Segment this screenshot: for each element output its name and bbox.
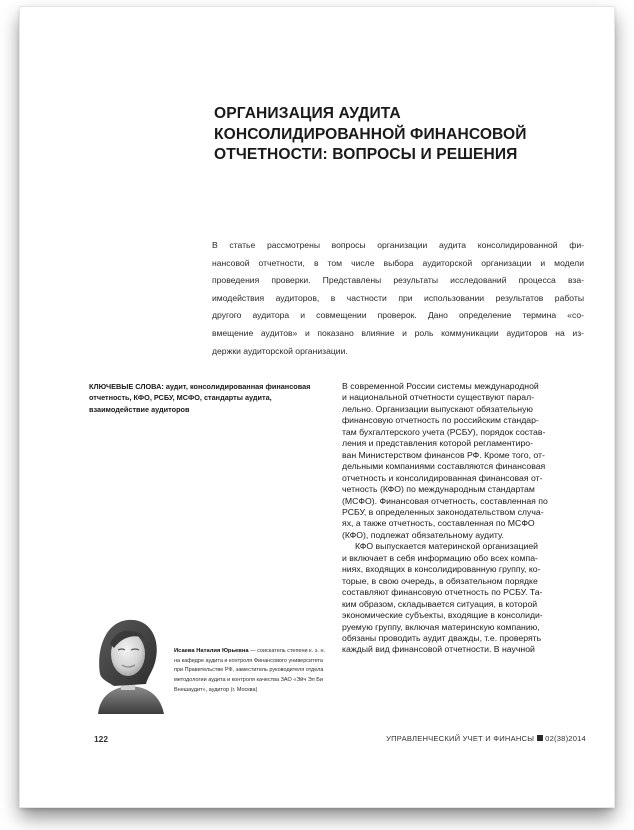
body-line: ях, а также отчетность, составленная по МСФО bbox=[342, 518, 535, 529]
body-line: ван Министерством финансов РФ. Кроме того, от- bbox=[342, 449, 545, 460]
title-line: ОРГАНИЗАЦИЯ АУДИТА bbox=[214, 105, 401, 122]
page-number: 122 bbox=[94, 734, 108, 744]
body-line: лельно. Организации выпускают обязательную bbox=[342, 403, 533, 414]
keywords-line: взаимодействие аудиторов bbox=[89, 404, 190, 414]
running-footer bbox=[386, 734, 586, 743]
journal-name: УПРАВЛЕНЧЕСКИЙ УЧЕТ И ФИНАНСЫ bbox=[386, 734, 535, 743]
body-line: там бухгалтерского учета (РСБУ), порядок состав- bbox=[342, 426, 546, 437]
abstract-line: нансовой отчетности, в том числе выбора аудиторской организации и модели bbox=[212, 257, 584, 268]
body-line: и национальной отчетности существуют парал- bbox=[342, 392, 535, 403]
body-line: (КФО), подлежат обязательному аудиту. bbox=[342, 529, 504, 540]
author-name: Исаева Наталия Юрьевна bbox=[174, 648, 249, 654]
square-bullet-icon bbox=[537, 735, 543, 741]
article-title bbox=[214, 104, 574, 166]
article-abstract bbox=[212, 237, 584, 360]
body-line: торые, в свою очередь, в обязательном порядке bbox=[342, 575, 538, 586]
keywords-line: КЛЮЧЕВЫЕ СЛОВА: аудит, консолидированная финансовая bbox=[89, 382, 311, 391]
keywords-line: отчетность, КФО, РСБУ, МСФО, стандарты аудита, bbox=[89, 393, 272, 403]
keywords bbox=[89, 381, 321, 415]
body-line: В современной России системы международной bbox=[342, 381, 539, 391]
body-line: КФО выпускается материнской организацией bbox=[355, 541, 539, 552]
body-line: отчетность и консолидированная финансовая от- bbox=[342, 472, 543, 483]
body-line: руемую группу, включая материнскую компанию, bbox=[342, 621, 540, 632]
abstract-line: вмещение аудитов» и показано влияние и роль коммуникации аудиторов на из- bbox=[212, 327, 584, 338]
author-portrait-image bbox=[90, 614, 168, 714]
author-first-line bbox=[174, 647, 334, 657]
body-line: составляют финансовую отчетность по РСБУ. Та- bbox=[342, 587, 543, 598]
abstract-line: другого аудитора и совмещении проверок. Дано определение термина «со- bbox=[212, 310, 584, 321]
abstract-line: имодействия аудиторов, в частности при использовании результатов работы bbox=[212, 292, 584, 303]
author-bio-line: на кафедре аудита и контроля Финансового университета bbox=[174, 657, 323, 664]
body-line: дельными компаниями составляются финансовая bbox=[342, 461, 546, 472]
body-line: каждый вид финансовой отчетности. В научной bbox=[342, 644, 535, 655]
abstract-line: В статье рассмотрены вопросы организации аудита консолидированной фи- bbox=[212, 240, 584, 250]
author-bio-line: — соискатель степени к. э. н. bbox=[248, 648, 326, 654]
body-line: обязаны проводить аудит дважды, т.е. проверять bbox=[342, 632, 542, 643]
body-line: финансовую отчетность по российским стандар- bbox=[342, 415, 539, 426]
author-bio-line: при Правительстве РФ, заместитель руководителя отдела bbox=[174, 667, 324, 674]
body-line: четность (КФО) по международным стандартам bbox=[342, 484, 535, 495]
body-line: и включает в себя информацию обо всех компа- bbox=[342, 552, 538, 563]
author-bio-line: Внешаудит», аудитор (г. Москва) bbox=[174, 686, 258, 693]
body-line: ления и представления которой регламентиро- bbox=[342, 438, 534, 449]
abstract-line: держки аудиторской организации. bbox=[212, 345, 348, 356]
body-line: РСБУ, в определенных законодательством случа- bbox=[342, 506, 544, 517]
abstract-line: проведения проверки. Представлены результаты исследований процесса вза- bbox=[212, 275, 584, 286]
title-line: КОНСОЛИДИРОВАННОЙ ФИНАНСОВОЙ bbox=[214, 125, 527, 143]
body-line: ким образом, складывается ситуация, в которой bbox=[342, 598, 538, 609]
body-line: экономические субъекты, входящие в консолиди- bbox=[342, 610, 543, 621]
article-body bbox=[342, 381, 578, 656]
author-info bbox=[174, 647, 334, 696]
issue-number: 02(38)2014 bbox=[545, 734, 586, 743]
title-line: ОТЧЕТНОСТИ: ВОПРОСЫ И РЕШЕНИЯ bbox=[214, 146, 518, 163]
body-line: ниях, входящих в консолидированную группу, ко- bbox=[342, 564, 541, 575]
body-line: (МСФО). Финансовая отчетность, составленная по bbox=[342, 495, 548, 506]
author-photo bbox=[90, 614, 168, 714]
author-bio-line: методологии аудита и контроля качества ЗАО «Эйч Эл Би bbox=[174, 677, 323, 684]
